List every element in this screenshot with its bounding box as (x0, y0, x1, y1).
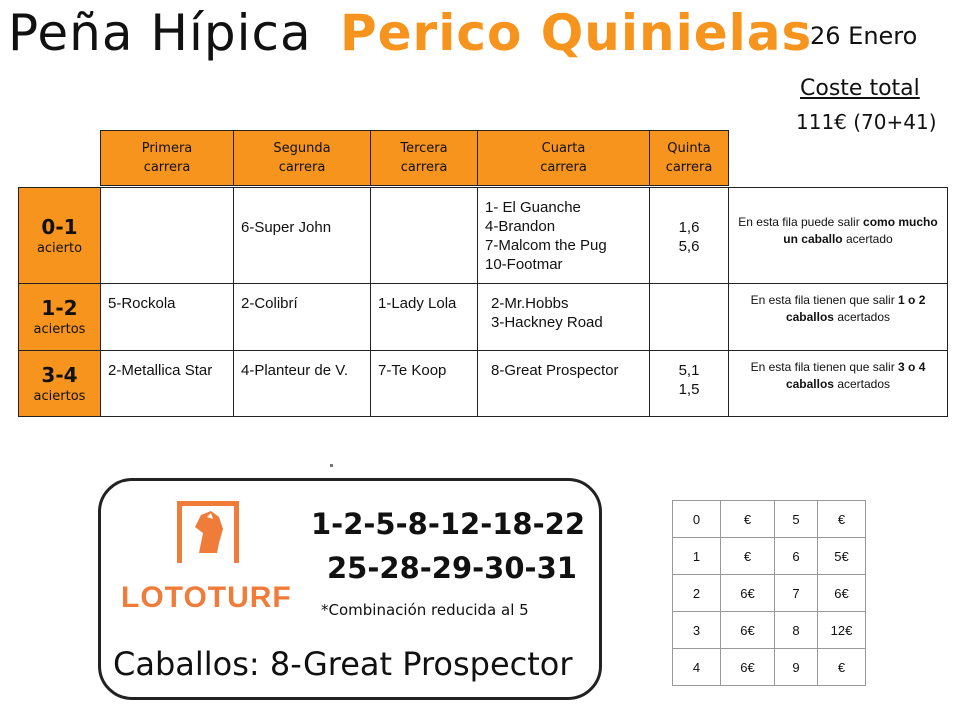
pick-cell: 4-Planteur de V. (233, 350, 371, 417)
prize-cell: 8 (775, 612, 818, 649)
combination-line-2: 25-28-29-30-31 (327, 551, 577, 585)
row-label-text: acierto (36, 240, 83, 256)
pick-cell: 1,6 5,6 (649, 187, 729, 284)
race-header-4: Cuarta carrera (477, 130, 650, 186)
page-title-brand: Perico Quinielas (340, 4, 813, 62)
prize-cell: 2 (673, 575, 721, 612)
pick-cell: 7-Te Koop (370, 350, 478, 417)
prize-cell: 5 (775, 501, 818, 538)
prize-cell: € (721, 501, 775, 538)
race-header-5: Quinta carrera (649, 130, 729, 186)
row-label-range: 0-1 (41, 214, 78, 239)
horse-head-icon (189, 509, 227, 557)
row-label-3-4 (18, 350, 101, 417)
note-text: acertados (833, 377, 891, 391)
note-text: En esta fila tienen que salir (750, 360, 899, 374)
pick-cell: 2-Colibrí (233, 283, 371, 351)
prize-cell: 12€ (818, 612, 866, 649)
pick-cell: 1- El Guanche 4-Brandon 7-Malcom the Pug 10-Footmar (477, 187, 650, 284)
note-text: En esta fila puede salir (738, 215, 864, 229)
pick-cell (370, 187, 478, 284)
prize-row (673, 575, 866, 612)
prize-cell: 0 (673, 501, 721, 538)
note-bold: como mucho un caballo (783, 215, 938, 246)
total-cost-value: 111€ (70+41) (796, 110, 937, 134)
prize-cell: € (818, 649, 866, 686)
pick-cell: 8-Great Prospector (477, 350, 650, 417)
note-text: acertados (833, 310, 891, 324)
prize-cell: 1 (673, 538, 721, 575)
prize-cell: € (721, 538, 775, 575)
row-label-1-2 (18, 283, 101, 351)
pick-cell (100, 187, 234, 284)
pick-cell: 1-Lady Lola (370, 283, 478, 351)
prize-cell: 4 (673, 649, 721, 686)
pick-cell: 5-Rockola (100, 283, 234, 351)
row-label-range: 3-4 (41, 362, 78, 387)
note-text: En esta fila tienen que salir (750, 293, 899, 307)
row-label-text: aciertos (33, 322, 86, 337)
combination-line-1: 1-2-5-8-12-18-22 (311, 507, 585, 541)
row-note (728, 283, 948, 351)
page-title-main: Peña Hípica (8, 4, 312, 62)
note-text: acertado (842, 232, 893, 246)
horses-line: Caballos: 8-Great Prospector (113, 645, 573, 683)
lototurf-logo-text: LOTOTURF (121, 581, 292, 614)
prize-cell: 6€ (721, 612, 775, 649)
prize-row (673, 612, 866, 649)
lototurf-ticket-card (98, 478, 602, 700)
row-note (728, 187, 948, 284)
pick-cell: 5,1 1,5 (649, 350, 729, 417)
pick-cell (649, 283, 729, 351)
pick-cell: 2-Metallica Star (100, 350, 234, 417)
prize-cell: 9 (775, 649, 818, 686)
row-note (728, 350, 948, 417)
prize-cell: € (818, 501, 866, 538)
prize-table (672, 500, 866, 686)
row-label-0-1 (18, 187, 101, 284)
prize-cell: 6 (775, 538, 818, 575)
note-bold: 3 o 4 caballos (785, 360, 926, 391)
prize-row (673, 538, 866, 575)
combination-note: *Combinación reducida al 5 (321, 601, 529, 619)
total-cost-label: Coste total (800, 76, 920, 101)
prize-cell: 7 (775, 575, 818, 612)
note-bold: 1 o 2 caballos (785, 293, 926, 324)
date-label: 26 Enero (810, 22, 918, 50)
stray-dot (330, 464, 333, 467)
race-header-3: Tercera carrera (370, 130, 478, 186)
prize-cell: 5€ (818, 538, 866, 575)
pick-cell: 6-Super John (233, 187, 371, 284)
prize-row (673, 501, 866, 538)
row-label-range: 1-2 (41, 296, 78, 320)
pick-cell: 2-Mr.Hobbs 3-Hackney Road (477, 283, 650, 351)
prize-cell: 3 (673, 612, 721, 649)
prize-cell: 6€ (818, 575, 866, 612)
prize-cell: 6€ (721, 649, 775, 686)
race-header-1: Primera carrera (100, 130, 234, 186)
prize-cell: 6€ (721, 575, 775, 612)
race-header-2: Segunda carrera (233, 130, 371, 186)
row-label-text: aciertos (33, 388, 86, 404)
prize-row (673, 649, 866, 686)
